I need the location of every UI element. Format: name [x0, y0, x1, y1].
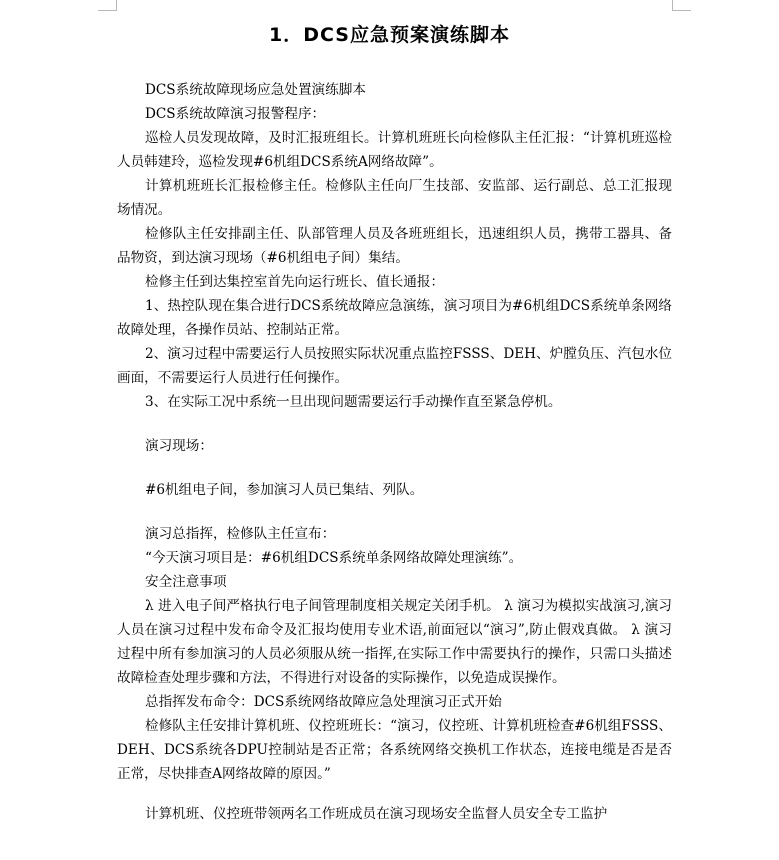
paragraph-supervision: 计算机班、仪控班带领两名工作班成员在演习现场安全监督人员安全专工监护: [145, 806, 608, 822]
paragraph-safety-heading: 安全注意事项: [145, 574, 227, 590]
paragraph-item-3: 3、在实际工况中系统一旦出现问题需要运行手动操作直至紧急停机。: [145, 394, 562, 410]
paragraph-check-instruction: 检修队主任安排计算机班、仪控班班长：“演习，仪控班、计算机班检查#6机组FSSS、DEH、DCS系统各DPU控制站是否正常；各系统网络交换机工作状态，连接电缆是否是否正常，尽快排查A网络故障的原因。”: [117, 718, 672, 782]
paragraph-notify-shift: 检修主任到达集控室首先向运行班长、值长通报：: [145, 274, 445, 290]
paragraph-script-title: DCS系统故障现场应急处置演练脚本: [145, 82, 366, 98]
page-corner-mark-right: [672, 0, 691, 11]
page-corner-mark-left: [98, 0, 117, 11]
paragraph-report-to-director: 计算机班班长汇报检修主任。检修队主任向厂生技部、安监部、运行副总、总工汇报现场情况。: [117, 178, 672, 218]
paragraph-drill-site: 演习现场：: [145, 438, 213, 454]
paragraph-commander-announce: 演习总指挥，检修队主任宣布：: [145, 526, 336, 542]
paragraph-item-2: 2、演习过程中需要运行人员按照实际状况重点监控FSSS、DEH、炉膛负压、汽包水位画面，不需要运行人员进行任何操作。: [117, 346, 672, 386]
paragraph-drill-item: “今天演习项目是：#6机组DCS系统单条网络故障处理演练”。: [145, 550, 523, 566]
paragraph-assemble-personnel: 检修队主任安排副主任、队部管理人员及各班班组长，迅速组织人员，携带工器具、备品物资，到达演习现场（#6机组电子间）集结。: [117, 226, 672, 266]
paragraph-alarm-procedure: DCS系统故障演习报警程序：: [145, 106, 326, 122]
document-title: 1．DCS应急预案演练脚本: [269, 24, 510, 46]
paragraph-safety-rules: λ 进入电子间严格执行电子间管理制度相关规定关闭手机。 λ 演习为模拟实战演习,演习人员在演习过程中发布命令及汇报均使用专业术语,前面冠以“演习”,防止假戏真做。 λ 演习过程中所有参加演习的人员必须服从统一指挥,在实际工作中需要执行的操作，只需口头描述故障检查处理步骤和方法，不得进行对设备的实际操作，以免造成误操作。: [117, 598, 672, 686]
paragraph-electronics-room: #6机组电子间，参加演习人员已集结、列队。: [145, 482, 424, 498]
paragraph-start-command: 总指挥发布命令：DCS系统网络故障应急处理演习正式开始: [145, 694, 502, 710]
paragraph-inspection-report: 巡检人员发现故障，及时汇报班组长。计算机班班长向检修队主任汇报：“计算机班巡检人员韩建玲，巡检发现#6机组DCS系统A网络故障”。: [117, 130, 672, 170]
paragraph-item-1: 1、热控队现在集合进行DCS系统故障应急演练，演习项目为#6机组DCS系统单条网络故障处理，各操作员站、控制站正常。: [117, 298, 672, 338]
document-body: [117, 78, 672, 826]
